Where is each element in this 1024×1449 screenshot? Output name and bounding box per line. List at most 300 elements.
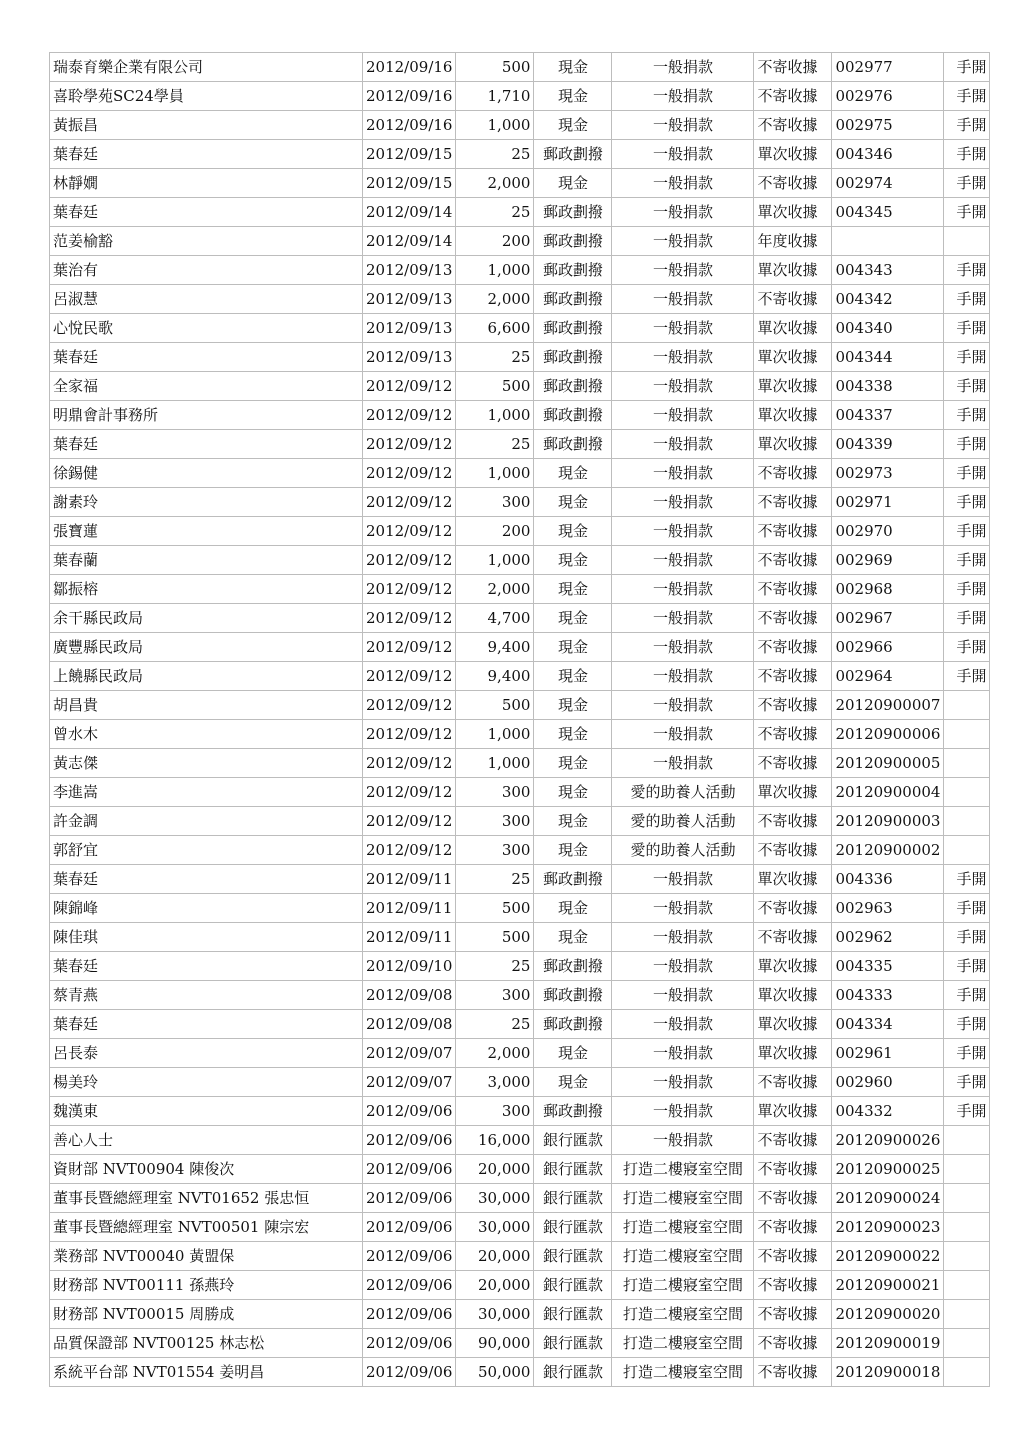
receipt-number-cell: 004345 xyxy=(832,198,944,227)
amount-cell: 2,000 xyxy=(456,575,534,604)
donor-name-cell: 胡昌貴 xyxy=(50,691,363,720)
payment-method-cell: 現金 xyxy=(534,691,612,720)
payment-method-cell: 現金 xyxy=(534,1068,612,1097)
purpose-cell: 一般捐款 xyxy=(612,1010,754,1039)
table-row xyxy=(50,1358,990,1387)
receipt-number-cell: 002960 xyxy=(832,1068,944,1097)
purpose-cell: 一般捐款 xyxy=(612,111,754,140)
date-cell: 2012/09/06 xyxy=(363,1329,456,1358)
receipt-type-cell: 不寄收據 xyxy=(754,923,832,952)
purpose-cell: 一般捐款 xyxy=(612,952,754,981)
payment-method-cell: 郵政劃撥 xyxy=(534,198,612,227)
table-row xyxy=(50,343,990,372)
note-cell: 手開 xyxy=(944,1039,990,1068)
donor-name-cell: 董事長暨總經理室 NVT00501 陳宗宏 xyxy=(50,1213,363,1242)
purpose-cell: 一般捐款 xyxy=(612,894,754,923)
donor-name-cell: 鄒振榕 xyxy=(50,575,363,604)
receipt-number-cell: 004346 xyxy=(832,140,944,169)
table-row xyxy=(50,662,990,691)
note-cell: 手開 xyxy=(944,952,990,981)
table-row xyxy=(50,807,990,836)
table-row xyxy=(50,836,990,865)
purpose-cell: 一般捐款 xyxy=(612,53,754,82)
date-cell: 2012/09/13 xyxy=(363,285,456,314)
amount-cell: 20,000 xyxy=(456,1155,534,1184)
payment-method-cell: 郵政劃撥 xyxy=(534,343,612,372)
table-row xyxy=(50,198,990,227)
donor-name-cell: 陳錦峰 xyxy=(50,894,363,923)
donor-name-cell: 郭舒宜 xyxy=(50,836,363,865)
payment-method-cell: 現金 xyxy=(534,633,612,662)
receipt-number-cell: 002966 xyxy=(832,633,944,662)
donor-name-cell: 系統平台部 NVT01554 姜明昌 xyxy=(50,1358,363,1387)
table-row xyxy=(50,1329,990,1358)
note-cell: 手開 xyxy=(944,865,990,894)
date-cell: 2012/09/06 xyxy=(363,1184,456,1213)
amount-cell: 1,000 xyxy=(456,720,534,749)
amount-cell: 200 xyxy=(456,517,534,546)
amount-cell: 4,700 xyxy=(456,604,534,633)
purpose-cell: 一般捐款 xyxy=(612,865,754,894)
receipt-number-cell: 20120900021 xyxy=(832,1271,944,1300)
payment-method-cell: 現金 xyxy=(534,662,612,691)
note-cell xyxy=(944,227,990,256)
donor-name-cell: 蔡青燕 xyxy=(50,981,363,1010)
table-row xyxy=(50,82,990,111)
note-cell: 手開 xyxy=(944,633,990,662)
receipt-type-cell: 不寄收據 xyxy=(754,1126,832,1155)
note-cell: 手開 xyxy=(944,662,990,691)
amount-cell: 1,000 xyxy=(456,111,534,140)
table-row xyxy=(50,604,990,633)
date-cell: 2012/09/06 xyxy=(363,1300,456,1329)
amount-cell: 1,000 xyxy=(456,546,534,575)
table-row xyxy=(50,1039,990,1068)
payment-method-cell: 現金 xyxy=(534,517,612,546)
purpose-cell: 一般捐款 xyxy=(612,488,754,517)
date-cell: 2012/09/16 xyxy=(363,82,456,111)
receipt-number-cell: 004340 xyxy=(832,314,944,343)
table-row xyxy=(50,1068,990,1097)
note-cell xyxy=(944,691,990,720)
receipt-number-cell: 20120900024 xyxy=(832,1184,944,1213)
payment-method-cell: 郵政劃撥 xyxy=(534,1097,612,1126)
donor-name-cell: 喜聆學苑SC24學員 xyxy=(50,82,363,111)
table-row xyxy=(50,488,990,517)
receipt-type-cell: 不寄收據 xyxy=(754,517,832,546)
table-row xyxy=(50,169,990,198)
receipt-type-cell: 不寄收據 xyxy=(754,691,832,720)
receipt-type-cell: 不寄收據 xyxy=(754,1213,832,1242)
date-cell: 2012/09/06 xyxy=(363,1213,456,1242)
donor-name-cell: 葉春廷 xyxy=(50,952,363,981)
amount-cell: 25 xyxy=(456,865,534,894)
donor-name-cell: 葉春蘭 xyxy=(50,546,363,575)
donor-name-cell: 全家福 xyxy=(50,372,363,401)
date-cell: 2012/09/06 xyxy=(363,1155,456,1184)
donor-name-cell: 葉春廷 xyxy=(50,865,363,894)
date-cell: 2012/09/12 xyxy=(363,575,456,604)
payment-method-cell: 現金 xyxy=(534,894,612,923)
purpose-cell: 一般捐款 xyxy=(612,749,754,778)
receipt-type-cell: 不寄收據 xyxy=(754,1184,832,1213)
note-cell xyxy=(944,1358,990,1387)
note-cell: 手開 xyxy=(944,169,990,198)
date-cell: 2012/09/12 xyxy=(363,459,456,488)
amount-cell: 16,000 xyxy=(456,1126,534,1155)
table-row xyxy=(50,923,990,952)
purpose-cell: 一般捐款 xyxy=(612,343,754,372)
receipt-type-cell: 單次收據 xyxy=(754,372,832,401)
table-row xyxy=(50,314,990,343)
payment-method-cell: 現金 xyxy=(534,923,612,952)
note-cell: 手開 xyxy=(944,430,990,459)
table-row xyxy=(50,1097,990,1126)
payment-method-cell: 郵政劃撥 xyxy=(534,372,612,401)
donor-name-cell: 張寶蓮 xyxy=(50,517,363,546)
date-cell: 2012/09/07 xyxy=(363,1068,456,1097)
purpose-cell: 打造二樓寢室空間 xyxy=(612,1358,754,1387)
donor-name-cell: 心悅民歌 xyxy=(50,314,363,343)
date-cell: 2012/09/16 xyxy=(363,111,456,140)
donor-name-cell: 瑞泰育樂企業有限公司 xyxy=(50,53,363,82)
donor-name-cell: 徐錫健 xyxy=(50,459,363,488)
donor-name-cell: 上饒縣民政局 xyxy=(50,662,363,691)
table-row xyxy=(50,894,990,923)
note-cell xyxy=(944,1184,990,1213)
table-row xyxy=(50,517,990,546)
date-cell: 2012/09/06 xyxy=(363,1242,456,1271)
donor-name-cell: 葉治有 xyxy=(50,256,363,285)
purpose-cell: 一般捐款 xyxy=(612,575,754,604)
payment-method-cell: 郵政劃撥 xyxy=(534,1010,612,1039)
receipt-number-cell: 20120900025 xyxy=(832,1155,944,1184)
donor-name-cell: 葉春廷 xyxy=(50,343,363,372)
amount-cell: 25 xyxy=(456,1010,534,1039)
note-cell: 手開 xyxy=(944,923,990,952)
payment-method-cell: 銀行匯款 xyxy=(534,1300,612,1329)
note-cell: 手開 xyxy=(944,314,990,343)
receipt-type-cell: 年度收據 xyxy=(754,227,832,256)
date-cell: 2012/09/14 xyxy=(363,198,456,227)
receipt-type-cell: 不寄收據 xyxy=(754,169,832,198)
amount-cell: 25 xyxy=(456,343,534,372)
note-cell: 手開 xyxy=(944,343,990,372)
date-cell: 2012/09/06 xyxy=(363,1126,456,1155)
amount-cell: 1,000 xyxy=(456,401,534,430)
payment-method-cell: 郵政劃撥 xyxy=(534,140,612,169)
donor-name-cell: 資財部 NVT00904 陳俊次 xyxy=(50,1155,363,1184)
payment-method-cell: 現金 xyxy=(534,720,612,749)
payment-method-cell: 現金 xyxy=(534,575,612,604)
receipt-type-cell: 不寄收據 xyxy=(754,720,832,749)
date-cell: 2012/09/12 xyxy=(363,662,456,691)
note-cell xyxy=(944,1271,990,1300)
date-cell: 2012/09/12 xyxy=(363,778,456,807)
receipt-type-cell: 不寄收據 xyxy=(754,1271,832,1300)
payment-method-cell: 現金 xyxy=(534,82,612,111)
note-cell xyxy=(944,720,990,749)
payment-method-cell: 銀行匯款 xyxy=(534,1213,612,1242)
amount-cell: 90,000 xyxy=(456,1329,534,1358)
purpose-cell: 打造二樓寢室空間 xyxy=(612,1300,754,1329)
receipt-number-cell: 004334 xyxy=(832,1010,944,1039)
date-cell: 2012/09/10 xyxy=(363,952,456,981)
table-row xyxy=(50,720,990,749)
table-row xyxy=(50,1126,990,1155)
donor-name-cell: 葉春廷 xyxy=(50,140,363,169)
receipt-type-cell: 單次收據 xyxy=(754,314,832,343)
note-cell xyxy=(944,1155,990,1184)
receipt-number-cell: 002970 xyxy=(832,517,944,546)
donor-name-cell: 廣豐縣民政局 xyxy=(50,633,363,662)
payment-method-cell: 銀行匯款 xyxy=(534,1358,612,1387)
note-cell: 手開 xyxy=(944,1097,990,1126)
payment-method-cell: 現金 xyxy=(534,749,612,778)
payment-method-cell: 現金 xyxy=(534,488,612,517)
date-cell: 2012/09/13 xyxy=(363,256,456,285)
payment-method-cell: 郵政劃撥 xyxy=(534,981,612,1010)
date-cell: 2012/09/13 xyxy=(363,343,456,372)
table-row xyxy=(50,1155,990,1184)
table-row xyxy=(50,1271,990,1300)
table-row xyxy=(50,546,990,575)
receipt-type-cell: 不寄收據 xyxy=(754,749,832,778)
amount-cell: 300 xyxy=(456,488,534,517)
donor-name-cell: 謝素玲 xyxy=(50,488,363,517)
amount-cell: 1,000 xyxy=(456,749,534,778)
purpose-cell: 愛的助養人活動 xyxy=(612,778,754,807)
purpose-cell: 一般捐款 xyxy=(612,430,754,459)
note-cell: 手開 xyxy=(944,111,990,140)
receipt-number-cell: 002975 xyxy=(832,111,944,140)
note-cell: 手開 xyxy=(944,140,990,169)
amount-cell: 200 xyxy=(456,227,534,256)
note-cell xyxy=(944,1300,990,1329)
amount-cell: 30,000 xyxy=(456,1213,534,1242)
purpose-cell: 一般捐款 xyxy=(612,720,754,749)
note-cell xyxy=(944,749,990,778)
purpose-cell: 一般捐款 xyxy=(612,517,754,546)
receipt-number-cell: 004338 xyxy=(832,372,944,401)
receipt-type-cell: 不寄收據 xyxy=(754,459,832,488)
date-cell: 2012/09/15 xyxy=(363,140,456,169)
purpose-cell: 一般捐款 xyxy=(612,662,754,691)
note-cell xyxy=(944,807,990,836)
receipt-number-cell: 004333 xyxy=(832,981,944,1010)
receipt-type-cell: 不寄收據 xyxy=(754,1242,832,1271)
donor-name-cell: 林靜嫺 xyxy=(50,169,363,198)
donor-name-cell: 善心人士 xyxy=(50,1126,363,1155)
note-cell: 手開 xyxy=(944,401,990,430)
payment-method-cell: 郵政劃撥 xyxy=(534,430,612,459)
amount-cell: 20,000 xyxy=(456,1242,534,1271)
purpose-cell: 一般捐款 xyxy=(612,169,754,198)
table-row xyxy=(50,1300,990,1329)
receipt-number-cell: 002976 xyxy=(832,82,944,111)
purpose-cell: 一般捐款 xyxy=(612,401,754,430)
amount-cell: 25 xyxy=(456,198,534,227)
amount-cell: 500 xyxy=(456,691,534,720)
table-row xyxy=(50,1213,990,1242)
payment-method-cell: 郵政劃撥 xyxy=(534,314,612,343)
receipt-number-cell: 20120900026 xyxy=(832,1126,944,1155)
payment-method-cell: 郵政劃撥 xyxy=(534,256,612,285)
date-cell: 2012/09/12 xyxy=(363,633,456,662)
date-cell: 2012/09/12 xyxy=(363,430,456,459)
receipt-type-cell: 單次收據 xyxy=(754,430,832,459)
date-cell: 2012/09/12 xyxy=(363,836,456,865)
payment-method-cell: 銀行匯款 xyxy=(534,1126,612,1155)
amount-cell: 1,710 xyxy=(456,82,534,111)
date-cell: 2012/09/06 xyxy=(363,1271,456,1300)
purpose-cell: 打造二樓寢室空間 xyxy=(612,1184,754,1213)
purpose-cell: 一般捐款 xyxy=(612,633,754,662)
note-cell: 手開 xyxy=(944,604,990,633)
date-cell: 2012/09/14 xyxy=(363,227,456,256)
payment-method-cell: 郵政劃撥 xyxy=(534,401,612,430)
purpose-cell: 打造二樓寢室空間 xyxy=(612,1329,754,1358)
amount-cell: 3,000 xyxy=(456,1068,534,1097)
purpose-cell: 一般捐款 xyxy=(612,1039,754,1068)
amount-cell: 50,000 xyxy=(456,1358,534,1387)
donor-name-cell: 葉春廷 xyxy=(50,198,363,227)
date-cell: 2012/09/12 xyxy=(363,720,456,749)
amount-cell: 30,000 xyxy=(456,1300,534,1329)
date-cell: 2012/09/08 xyxy=(363,1010,456,1039)
amount-cell: 9,400 xyxy=(456,662,534,691)
donor-name-cell: 許金調 xyxy=(50,807,363,836)
note-cell xyxy=(944,1126,990,1155)
date-cell: 2012/09/06 xyxy=(363,1358,456,1387)
payment-method-cell: 現金 xyxy=(534,778,612,807)
donor-name-cell: 楊美玲 xyxy=(50,1068,363,1097)
payment-method-cell: 現金 xyxy=(534,546,612,575)
receipt-type-cell: 單次收據 xyxy=(754,198,832,227)
note-cell: 手開 xyxy=(944,198,990,227)
table-row xyxy=(50,865,990,894)
purpose-cell: 打造二樓寢室空間 xyxy=(612,1271,754,1300)
amount-cell: 300 xyxy=(456,981,534,1010)
receipt-type-cell: 不寄收據 xyxy=(754,1068,832,1097)
date-cell: 2012/09/12 xyxy=(363,691,456,720)
receipt-type-cell: 不寄收據 xyxy=(754,1155,832,1184)
receipt-type-cell: 單次收據 xyxy=(754,981,832,1010)
payment-method-cell: 現金 xyxy=(534,836,612,865)
receipt-number-cell: 004342 xyxy=(832,285,944,314)
payment-method-cell: 現金 xyxy=(534,459,612,488)
purpose-cell: 打造二樓寢室空間 xyxy=(612,1242,754,1271)
receipt-number-cell: 002969 xyxy=(832,546,944,575)
table-row xyxy=(50,227,990,256)
amount-cell: 300 xyxy=(456,1097,534,1126)
receipt-number-cell: 004336 xyxy=(832,865,944,894)
receipt-number-cell: 004343 xyxy=(832,256,944,285)
receipt-type-cell: 不寄收據 xyxy=(754,807,832,836)
donor-name-cell: 業務部 NVT00040 黃盟保 xyxy=(50,1242,363,1271)
payment-method-cell: 銀行匯款 xyxy=(534,1184,612,1213)
date-cell: 2012/09/12 xyxy=(363,749,456,778)
date-cell: 2012/09/16 xyxy=(363,53,456,82)
purpose-cell: 一般捐款 xyxy=(612,256,754,285)
amount-cell: 1,000 xyxy=(456,459,534,488)
note-cell: 手開 xyxy=(944,517,990,546)
purpose-cell: 一般捐款 xyxy=(612,604,754,633)
donor-name-cell: 李進嵩 xyxy=(50,778,363,807)
amount-cell: 300 xyxy=(456,807,534,836)
payment-method-cell: 銀行匯款 xyxy=(534,1242,612,1271)
amount-cell: 25 xyxy=(456,952,534,981)
amount-cell: 500 xyxy=(456,372,534,401)
table-row xyxy=(50,691,990,720)
purpose-cell: 一般捐款 xyxy=(612,372,754,401)
receipt-type-cell: 單次收據 xyxy=(754,1097,832,1126)
amount-cell: 30,000 xyxy=(456,1184,534,1213)
receipt-type-cell: 單次收據 xyxy=(754,952,832,981)
receipt-type-cell: 不寄收據 xyxy=(754,53,832,82)
purpose-cell: 一般捐款 xyxy=(612,1068,754,1097)
purpose-cell: 打造二樓寢室空間 xyxy=(612,1213,754,1242)
date-cell: 2012/09/08 xyxy=(363,981,456,1010)
purpose-cell: 一般捐款 xyxy=(612,140,754,169)
receipt-type-cell: 不寄收據 xyxy=(754,111,832,140)
amount-cell: 25 xyxy=(456,430,534,459)
note-cell: 手開 xyxy=(944,546,990,575)
note-cell: 手開 xyxy=(944,459,990,488)
receipt-type-cell: 單次收據 xyxy=(754,401,832,430)
amount-cell: 500 xyxy=(456,923,534,952)
receipt-number-cell: 20120900018 xyxy=(832,1358,944,1387)
amount-cell: 300 xyxy=(456,778,534,807)
donor-name-cell: 葉春廷 xyxy=(50,430,363,459)
donor-name-cell: 余干縣民政局 xyxy=(50,604,363,633)
receipt-number-cell: 004335 xyxy=(832,952,944,981)
purpose-cell: 一般捐款 xyxy=(612,981,754,1010)
receipt-number-cell: 002961 xyxy=(832,1039,944,1068)
receipt-type-cell: 不寄收據 xyxy=(754,836,832,865)
table-row xyxy=(50,633,990,662)
receipt-number-cell: 002964 xyxy=(832,662,944,691)
receipt-type-cell: 不寄收據 xyxy=(754,575,832,604)
table-row xyxy=(50,575,990,604)
amount-cell: 2,000 xyxy=(456,285,534,314)
receipt-type-cell: 單次收據 xyxy=(754,140,832,169)
receipt-number-cell: 004332 xyxy=(832,1097,944,1126)
payment-method-cell: 銀行匯款 xyxy=(534,1329,612,1358)
purpose-cell: 打造二樓寢室空間 xyxy=(612,1155,754,1184)
amount-cell: 1,000 xyxy=(456,256,534,285)
date-cell: 2012/09/13 xyxy=(363,314,456,343)
payment-method-cell: 郵政劃撥 xyxy=(534,285,612,314)
receipt-number-cell: 004344 xyxy=(832,343,944,372)
receipt-type-cell: 單次收據 xyxy=(754,1010,832,1039)
table-row xyxy=(50,53,990,82)
purpose-cell: 一般捐款 xyxy=(612,546,754,575)
note-cell: 手開 xyxy=(944,53,990,82)
table-row xyxy=(50,140,990,169)
table-row xyxy=(50,981,990,1010)
table-row xyxy=(50,1184,990,1213)
purpose-cell: 一般捐款 xyxy=(612,314,754,343)
amount-cell: 300 xyxy=(456,836,534,865)
note-cell: 手開 xyxy=(944,488,990,517)
note-cell xyxy=(944,778,990,807)
purpose-cell: 一般捐款 xyxy=(612,1097,754,1126)
amount-cell: 20,000 xyxy=(456,1271,534,1300)
receipt-type-cell: 單次收據 xyxy=(754,1039,832,1068)
date-cell: 2012/09/11 xyxy=(363,923,456,952)
receipt-number-cell: 20120900023 xyxy=(832,1213,944,1242)
